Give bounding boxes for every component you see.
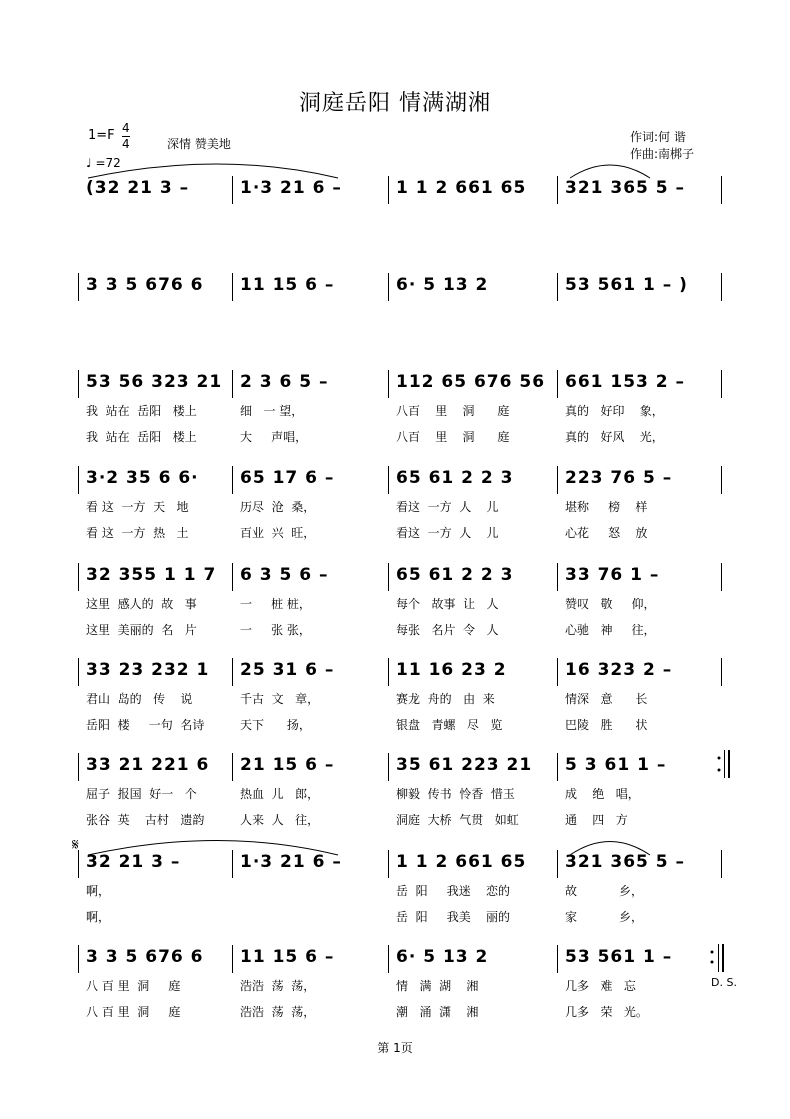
lyric-line-1: 情深 意 长 xyxy=(565,692,648,706)
lyric-line-1: 浩浩 荡 荡， xyxy=(240,979,316,993)
lyric-line-2: 洞庭 大桥 气贯 如虹 xyxy=(396,813,519,827)
lyric-line-2: 岳 阳 我美 丽的 xyxy=(396,910,510,924)
measure-notes: 65 17 6 – xyxy=(240,468,335,488)
measure-notes: 35 61 223 21 xyxy=(396,755,533,775)
lyric-line-2: 潮 涌 潇 湘 xyxy=(396,1005,479,1019)
measure-notes: 65 61 2 2 3 xyxy=(396,565,514,585)
lyric-line-2: 大 声唱， xyxy=(240,430,308,444)
measure-notes: 321 365 5 – xyxy=(565,852,686,872)
measure-notes: 1·3 21 6 – xyxy=(240,852,342,872)
song-title: 洞庭岳阳 情满湖湘 xyxy=(299,91,491,116)
measure-notes: (32 21 3 – xyxy=(86,178,190,198)
lyric-line-1: 岳 阳 我迷 恋的 xyxy=(396,884,510,898)
lyric-line-2: 几多 荣 光。 xyxy=(565,1005,648,1019)
segno-icon: 𝄋 xyxy=(72,835,79,854)
measure-notes: 6 3 5 6 – xyxy=(240,565,329,585)
slur xyxy=(570,165,650,178)
measure-notes: 661 153 2 – xyxy=(565,372,686,392)
lyric-line-1: 一 桩 桩， xyxy=(240,597,311,611)
measure-notes: 5 3 61 1 – xyxy=(565,755,667,775)
lyric-line-2: 百业 兴 旺， xyxy=(240,526,316,540)
final-barline xyxy=(718,944,719,972)
measure-notes: 2 3 6 5 – xyxy=(240,372,329,392)
lyric-line-1: 我 站在 岳阳 楼上 xyxy=(86,404,197,418)
lyric-line-1: 八百 里 洞 庭 xyxy=(396,404,510,418)
measure-notes: 65 61 2 2 3 xyxy=(396,468,514,488)
measure-notes: 32 21 3 – xyxy=(86,852,181,872)
lyric-line-2: 心花 怒 放 xyxy=(565,526,648,540)
measure-notes: 11 15 6 – xyxy=(240,275,335,295)
measure-notes: 223 76 5 – xyxy=(565,468,673,488)
lyric-line-2: 啊， xyxy=(86,910,111,924)
lyric-line-2: 八百 里 洞 庭 xyxy=(396,430,510,444)
lyric-line-2: 张谷 英 古村 遗韵 xyxy=(86,813,205,827)
measure-notes: 53 561 1 – ) xyxy=(565,275,688,295)
repeat-dot xyxy=(711,951,714,954)
measure-notes: 1 1 2 661 65 xyxy=(396,178,527,198)
measure-notes: 33 23 232 1 xyxy=(86,660,210,680)
lyric-line-1: 千古 文 章， xyxy=(240,692,320,706)
lyric-line-1: 真的 好印 象， xyxy=(565,404,664,418)
lyric-line-2: 一 张 张， xyxy=(240,623,311,637)
composer-credit: 作曲:南梆子 xyxy=(630,147,695,161)
measure-notes: 321 365 5 – xyxy=(565,178,686,198)
measure-notes: 53 561 1 – xyxy=(565,947,673,967)
measure-notes: 11 15 6 – xyxy=(240,947,335,967)
lyric-line-2: 岳阳 楼 一句 名诗 xyxy=(86,718,205,732)
lyric-line-1: 每个 故事 让 人 xyxy=(396,597,499,611)
lyric-line-1: 看 这 一方 天 地 xyxy=(86,500,189,514)
repeat-barline xyxy=(728,750,730,778)
lyric-line-1: 这里 感人的 故 事 xyxy=(86,597,197,611)
lyric-line-1: 历尽 沧 桑， xyxy=(240,500,316,514)
slur xyxy=(88,164,338,178)
lyric-line-1: 赛龙 舟的 由 来 xyxy=(396,692,495,706)
measure-notes: 25 31 6 – xyxy=(240,660,335,680)
measure-notes: 112 65 676 56 xyxy=(396,372,546,392)
lyric-line-2: 心驰 神 往， xyxy=(565,623,656,637)
lyric-line-2: 这里 美丽的 名 片 xyxy=(86,623,197,637)
repeat-dot xyxy=(718,769,721,772)
measure-notes: 32 355 1 1 7 xyxy=(86,565,217,585)
lyric-line-1: 看这 一方 人 儿 xyxy=(396,500,499,514)
lyric-line-2: 通 四 方 xyxy=(565,813,628,827)
measure-notes: 6· 5 13 2 xyxy=(396,947,489,967)
page-number: 第 1页 xyxy=(377,1041,413,1055)
lyric-line-2: 巴陵 胜 状 xyxy=(565,718,648,732)
measure-notes: 1·3 21 6 – xyxy=(240,178,342,198)
lyric-line-1: 故 乡， xyxy=(565,884,643,898)
time-signature-top: 4 xyxy=(122,121,130,135)
expression-mark: 深情 赞美地 xyxy=(167,137,231,151)
lyric-line-2: 八 百 里 洞 庭 xyxy=(86,1005,181,1019)
final-barline xyxy=(722,944,724,972)
repeat-dot xyxy=(711,961,714,964)
lyric-line-2: 每张 名片 令 人 xyxy=(396,623,499,637)
slur xyxy=(570,842,650,856)
lyric-line-1: 成 绝 唱， xyxy=(565,787,640,801)
lyric-line-1: 几多 难 忘 xyxy=(565,979,636,993)
lyric-line-1: 君山 岛的 传 说 xyxy=(86,692,193,706)
repeat-barline xyxy=(724,750,725,778)
lyricist-credit: 作词:何 谐 xyxy=(630,130,686,144)
lyric-line-2: 我 站在 岳阳 楼上 xyxy=(86,430,197,444)
lyric-line-2: 浩浩 荡 荡， xyxy=(240,1005,316,1019)
measure-notes: 53 56 323 21 xyxy=(86,372,223,392)
lyric-line-1: 热血 儿 郎， xyxy=(240,787,320,801)
lyric-line-2: 银盘 青螺 尽 览 xyxy=(396,718,503,732)
lyric-line-1: 细 一 望， xyxy=(240,404,304,418)
measure-notes: 33 76 1 – xyxy=(565,565,660,585)
repeat-dot xyxy=(718,757,721,760)
lyric-line-2: 看 这 一方 热 土 xyxy=(86,526,189,540)
measure-notes: 3 3 5 676 6 xyxy=(86,275,204,295)
slur xyxy=(88,841,338,856)
lyric-line-1: 啊， xyxy=(86,884,111,898)
measure-notes: 16 323 2 – xyxy=(565,660,673,680)
measure-notes: 11 16 23 2 xyxy=(396,660,507,680)
lyric-line-1: 堪称 榜 样 xyxy=(565,500,648,514)
measure-notes: 21 15 6 – xyxy=(240,755,335,775)
tempo-mark: ♩ =72 xyxy=(86,156,121,170)
lyric-line-1: 柳毅 传书 怜香 惜玉 xyxy=(396,787,515,801)
lyric-line-1: 赞叹 敬 仰， xyxy=(565,597,656,611)
lyric-line-1: 八 百 里 洞 庭 xyxy=(86,979,181,993)
dal-segno-mark: D. S. xyxy=(711,976,737,989)
lyric-line-2: 家 乡， xyxy=(565,910,643,924)
lyric-line-2: 天下 扬， xyxy=(240,718,311,732)
measure-notes: 1 1 2 661 65 xyxy=(396,852,527,872)
lyric-line-2: 看这 一方 人 儿 xyxy=(396,526,499,540)
measure-notes: 3·2 35 6 6· xyxy=(86,468,199,488)
key-signature: 1=F xyxy=(88,128,115,143)
lyric-line-2: 人来 人 往， xyxy=(240,813,320,827)
measure-notes: 3 3 5 676 6 xyxy=(86,947,204,967)
lyric-line-2: 真的 好风 光， xyxy=(565,430,664,444)
lyric-line-1: 屈子 报国 好一 个 xyxy=(86,787,197,801)
measure-notes: 6· 5 13 2 xyxy=(396,275,489,295)
time-signature-bottom: 4 xyxy=(122,137,130,151)
lyric-line-1: 情 满 湖 湘 xyxy=(396,979,479,993)
measure-notes: 33 21 221 6 xyxy=(86,755,210,775)
